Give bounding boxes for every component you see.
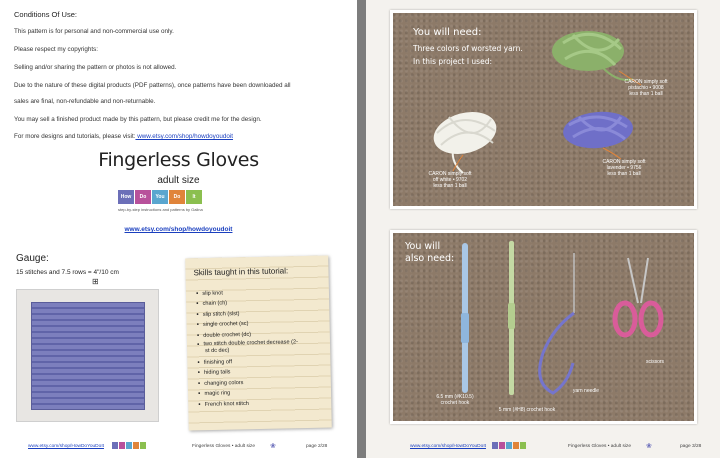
skill-item: ● slip knot [196,286,301,299]
also-need-heading-line: You will [405,241,441,252]
yarn-label-line: CARON simply soft [428,171,472,177]
yarn-label-line: less than 1 ball [629,91,663,97]
yarn-label-lavender [589,159,659,177]
skill-item: ● two stitch double crochet decrease (2-st dc dec) [197,338,302,357]
site-link[interactable]: www.etsy.com/shop/howdoyoudoit [124,226,233,233]
conditions-visit-text: For more designs and tutorials, please visit: [14,133,136,140]
pattern-title: Fingerless Gloves [98,149,259,171]
logo-word: It [186,190,202,204]
bird-icon: ❀ [270,443,276,450]
conditions-line: This pattern is for personal and non-commercial use only. [14,28,174,35]
footer-page-number: page 3/28 [680,444,702,449]
skill-item: ● slip stitch (slst) [196,307,301,320]
skill-item: ● changing colors [198,376,303,389]
skill-item: ● single crochet (sc) [196,317,301,330]
conditions-line: Please respect my copyrights: [14,46,98,53]
yarn-needle [540,253,574,393]
crochet-swatch [31,302,145,410]
yarn-label-off-white [415,171,485,189]
conditions-line: Selling and/or sharing the pattern or photos is not allowed. [14,64,177,71]
yarn-label-line: off white • 9702 [432,177,468,183]
gauge-title: Gauge: [16,253,49,264]
footer-shop-link[interactable]: www.etsy.com/shop/HowDoYouDoIt [28,444,104,449]
yarn-label-line: less than 1 ball [607,171,641,177]
conditions-visit-line [14,133,233,140]
skill-item: ● finishing off [197,355,302,368]
gauge-text: 15 stitches and 7.5 rows = 4"/10 cm [16,269,119,276]
skill-item: ● magic ring [198,386,303,399]
yarn-needle-label: yarn needle [572,388,600,394]
white-yarn [429,105,501,173]
skill-item: ● double crochet (dc) [197,328,302,341]
plus-square-icon: ⊞ [92,277,99,286]
etsy-shop-link[interactable]: www.etsy.com/shop/howdoyoudoit [135,133,233,140]
conditions-title: Conditions Of Use: [14,10,77,19]
skills-list [196,286,304,409]
yarn-label-line: lavender • 9756 [606,165,642,171]
page-gutter [357,0,366,458]
conditions-line: You may sell a finished product made by this pattern, but please credit me for the design. [14,116,262,123]
scissors-label: scissors [645,359,665,365]
footer-logo [492,442,526,449]
you-will-need-heading: You will need: [413,27,482,38]
logo-tagline: step-by-step instructions and patterns by Galina [118,207,203,212]
scissors-image [615,258,661,335]
lavender-yarn [562,109,635,151]
right-footer [366,438,720,458]
conditions-line: Due to the nature of these digital products (PDF patterns), once patterns have been downloaded all [14,82,291,89]
yarn-photo-panel [390,10,697,209]
yarn-label-pistachio [611,79,681,97]
brand-logo [118,190,202,204]
yarn-label-line: less than 1 ball [433,183,467,189]
pattern-subtitle: adult size [157,175,200,186]
hook-label-6-5mm [425,394,485,406]
footer-title: Fingerless Gloves • adult size [192,444,255,449]
conditions-line: sales are final, non-refundable and non-returnable. [14,98,156,105]
hook-label-line: 6.5 mm (#K10.5) [436,394,474,400]
also-need-heading-line: also need: [405,253,455,264]
skills-note [185,256,332,431]
yarn-label-line: CARON simply soft [624,79,668,85]
skill-item: ● chain (ch) [196,296,301,309]
left-footer [0,438,357,458]
footer-title: Fingerless Gloves • adult size [568,444,631,449]
green-crochet-hook [508,241,515,395]
hook-label-line: crochet hook [440,400,470,406]
bird-icon: ❀ [646,443,652,450]
logo-word: How [118,190,134,204]
skills-title: Skills taught in this tutorial: [193,266,289,278]
yarn-label-line: CARON simply soft [602,159,646,165]
logo-word: Do [169,190,185,204]
blue-crochet-hook [461,243,469,393]
yarn-intro-line: In this project I used: [413,57,492,66]
footer-logo [112,442,146,449]
left-page [0,0,357,458]
tools-photo-panel [390,230,697,424]
logo-word: You [152,190,168,204]
gauge-swatch-photo [16,289,159,422]
footer-page-number: page 2/28 [306,444,328,449]
hook-label-5mm: 5 mm (#H8) crochet hook [498,407,556,413]
yarn-intro-line: Three colors of worsted yarn. [413,44,523,53]
skill-item: ● hiding tails [198,365,303,378]
skill-item: ● French knot stitch [198,397,303,410]
logo-word: Do [135,190,151,204]
footer-shop-link[interactable]: www.etsy.com/shop/HowDoYouDoIt [410,444,486,449]
yarn-label-line: pistachio • 9008 [628,85,664,91]
